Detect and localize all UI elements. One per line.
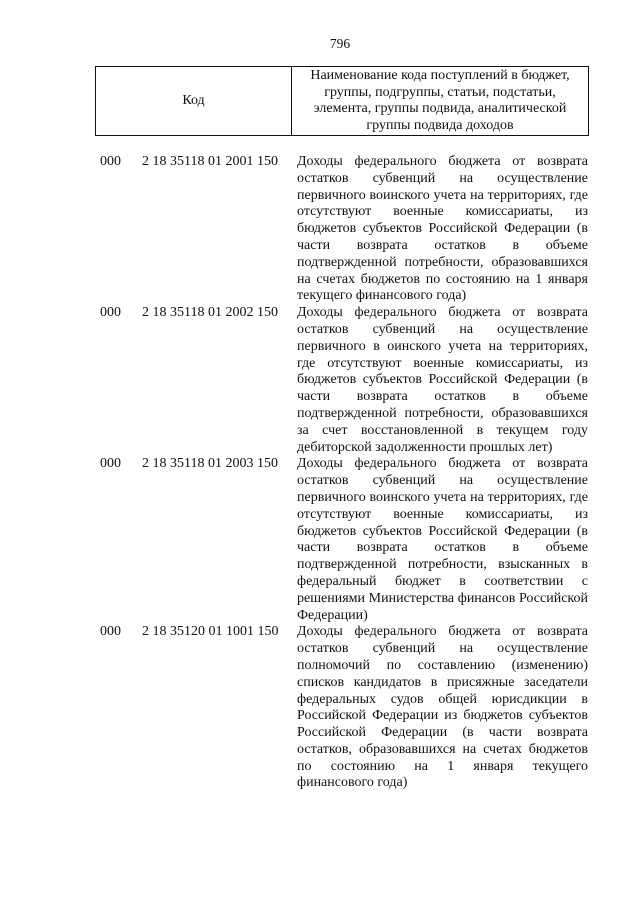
header-name-label: Наименование кода поступлений в бюджет, группы, подгруппы, статьи, подстатьи, элемента, группы подвида, аналитической группы подвида доходов [310, 68, 570, 133]
income-code: 2 18 35118 01 2003 150 [142, 456, 278, 472]
income-code: 2 18 35120 01 1001 150 [142, 624, 279, 640]
admin-code: 000 [100, 305, 121, 321]
income-code: 2 18 35118 01 2001 150 [142, 154, 278, 169]
table-row [0, 305, 640, 456]
admin-code: 000 [100, 154, 121, 169]
header-name-cell [292, 67, 588, 135]
header-kod-cell [96, 67, 292, 135]
income-description: Доходы федерального бюджета от возврата остатков субвенций на осуществление полномочий по составлению (изменению) списков кандидатов в присяжные заседатели федеральных судов общей юрисдикции в Российской Федерации из бюджетов субъектов Российской Федерации (в части возврата остатков, образовавшихся на счетах бюджетов по состоянию на 1 января текущего финансового года) [297, 624, 588, 791]
table-row [0, 154, 640, 305]
admin-code: 000 [100, 624, 121, 640]
admin-code: 000 [100, 456, 121, 472]
table-row [0, 624, 640, 792]
table-row [0, 456, 640, 624]
header-kod-label: Код [182, 93, 205, 108]
page-number: 796 [329, 36, 351, 51]
income-code-list [0, 154, 640, 792]
table-header [95, 66, 589, 136]
income-description: Доходы федерального бюджета от возврата остатков субвенций на осуществление первичного воинского учета на территориях, где отсутствуют военные комиссариаты, из бюджетов субъектов Российской Федерации (в части возврата остатков в объеме подтвержденной потребности, образовавшихся на счетах бюджетов по состоянию на 1 января текущего финансового года) [297, 154, 588, 304]
income-code: 2 18 35118 01 2002 150 [142, 305, 278, 321]
income-description: Доходы федерального бюджета от возврата остатков субвенций на осуществление первичного воинского учета на территориях, где отсутствуют военные комиссариаты, из бюджетов субъектов Российской Федерации (в части возврата остатков в объеме подтвержденной потребности, взысканных в федеральный бюджет в соответствии с решениями Министерства финансов Российской Федерации) [297, 456, 588, 623]
income-description: Доходы федерального бюджета от возврата остатков субвенций на осуществление первичного в оинского учета на территориях, где отсутствуют военные комиссариаты, из бюджетов субъектов Российской Федерации (в части возврата остатков в объеме подтвержденной потребности, образовавшихся за счет восстановленной в текущем году дебиторской задолженности прошлых лет) [297, 305, 588, 455]
